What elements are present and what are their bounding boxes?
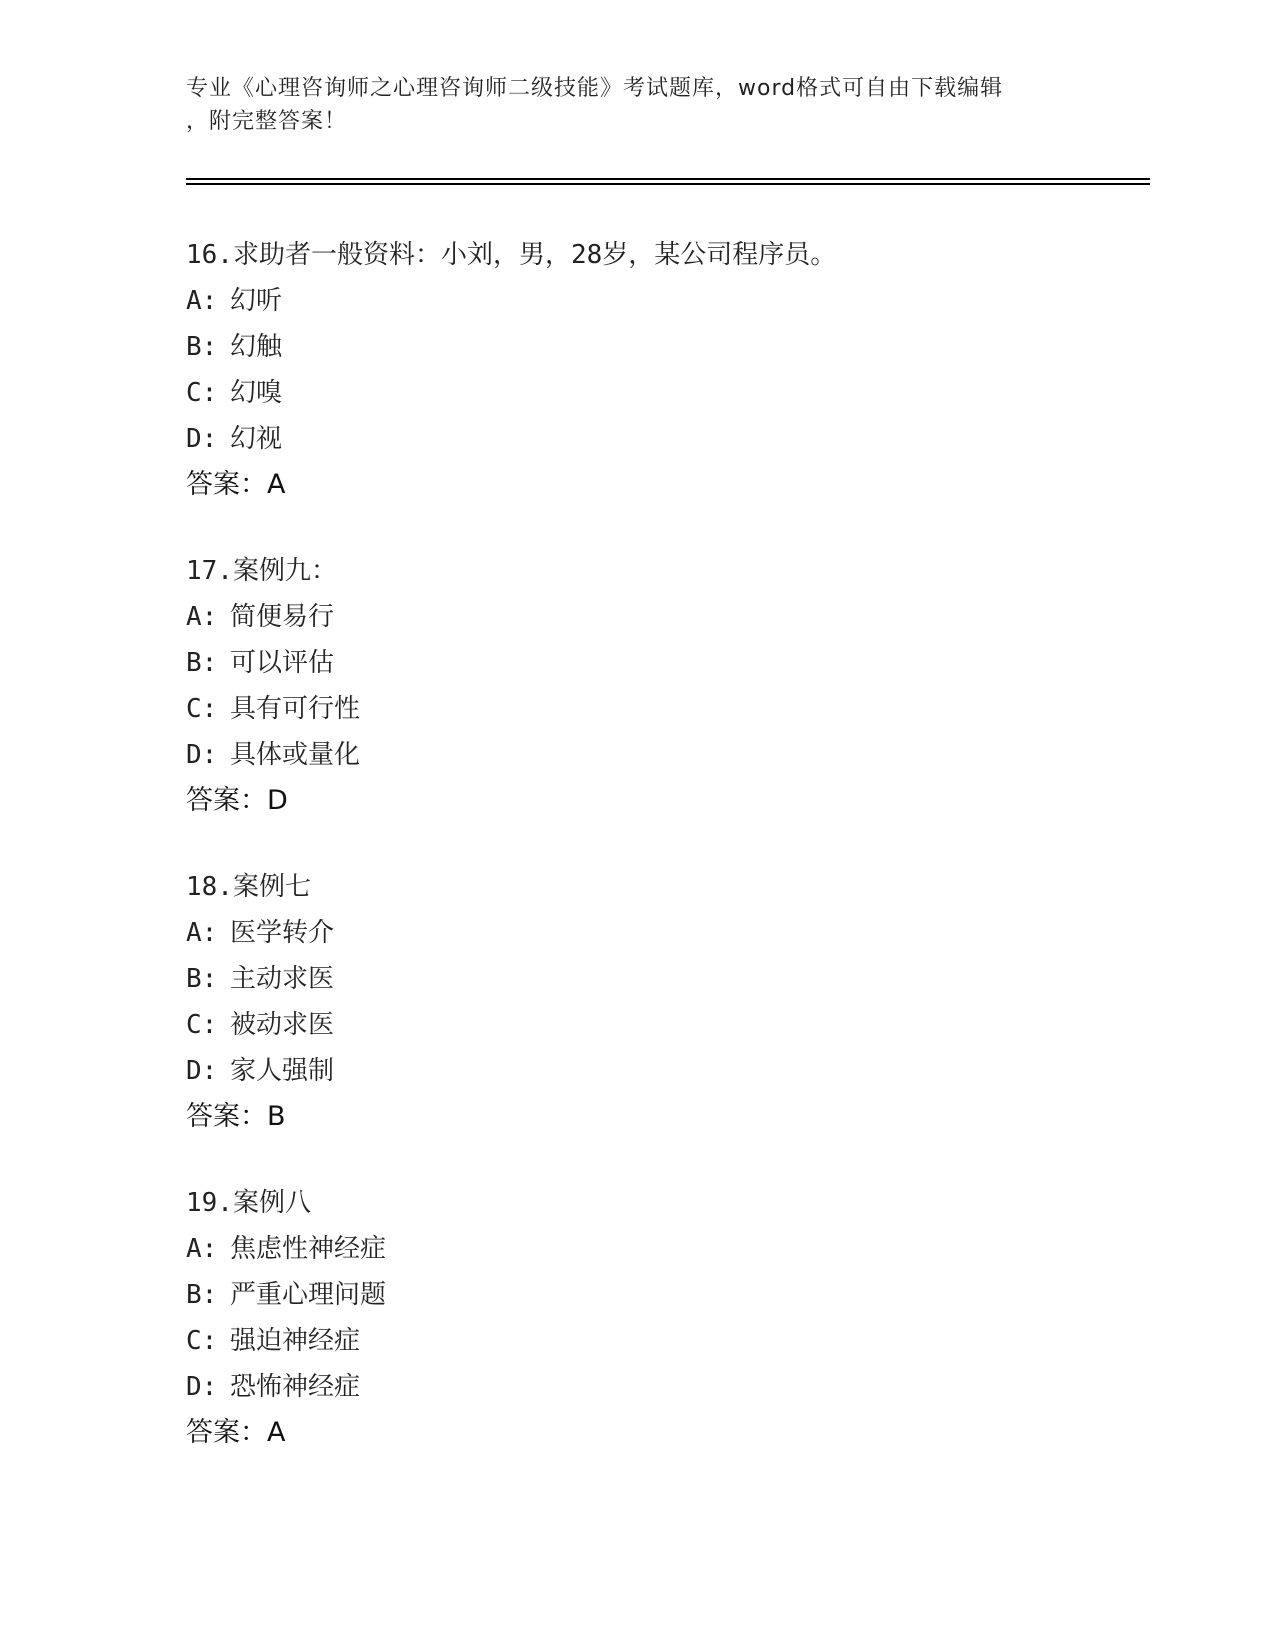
option-letter: C: [186, 378, 218, 408]
option-text: 严重心理问题 [230, 1280, 387, 1310]
question-16 [186, 232, 1146, 508]
question-18 [186, 864, 1146, 1140]
option-text: 具有可行性 [230, 694, 361, 724]
option-d [186, 1364, 1146, 1410]
header-line-1: 专业《心理咨询师之心理咨询师二级技能》考试题库，word格式可自由下载编辑 [186, 76, 1004, 101]
option-c [186, 370, 1146, 416]
option-letter: D: [186, 424, 218, 454]
option-d [186, 1048, 1146, 1094]
question-19 [186, 1180, 1146, 1456]
option-text: 焦虑性神经症 [230, 1234, 387, 1264]
option-a [186, 594, 1146, 640]
option-text: 幻嗅 [230, 378, 283, 408]
option-letter: B: [186, 964, 218, 994]
option-text: 幻视 [230, 424, 283, 454]
question-17 [186, 548, 1146, 824]
option-letter: C: [186, 1010, 218, 1040]
option-letter: B: [186, 332, 218, 362]
answer-line: 答案：A [186, 1417, 286, 1448]
option-letter: A: [186, 602, 218, 632]
question-title: 18.案例七 [186, 872, 311, 902]
header-line-2: ，附完整答案！ [186, 109, 348, 134]
option-text: 简便易行 [230, 602, 335, 632]
option-c [186, 1002, 1146, 1048]
option-text: 主动求医 [230, 964, 335, 994]
answer-line: 答案：B [186, 1101, 286, 1132]
option-b [186, 956, 1146, 1002]
option-letter: C: [186, 1326, 218, 1356]
option-c [186, 686, 1146, 732]
option-text: 幻听 [230, 286, 283, 316]
question-title: 16.求助者一般资料：小刘，男，28岁，某公司程序员。 [186, 240, 837, 270]
option-letter: D: [186, 740, 218, 770]
option-a [186, 910, 1146, 956]
option-letter: C: [186, 694, 218, 724]
option-c [186, 1318, 1146, 1364]
option-text: 幻触 [230, 332, 283, 362]
option-d [186, 416, 1146, 462]
option-letter: B: [186, 648, 218, 678]
option-text: 家人强制 [230, 1056, 335, 1086]
option-a [186, 278, 1146, 324]
option-letter: A: [186, 918, 218, 948]
question-title: 17.案例九： [186, 556, 337, 586]
answer-line: 答案：D [186, 785, 288, 816]
option-text: 可以评估 [230, 648, 335, 678]
option-b [186, 1272, 1146, 1318]
option-text: 强迫神经症 [230, 1326, 361, 1356]
option-letter: A: [186, 1234, 218, 1264]
header-rule-top [186, 178, 1150, 180]
option-letter: B: [186, 1280, 218, 1310]
option-b [186, 324, 1146, 370]
option-text: 恐怖神经症 [230, 1372, 361, 1402]
option-a [186, 1226, 1146, 1272]
option-d [186, 732, 1146, 778]
option-text: 具体或量化 [230, 740, 361, 770]
option-b [186, 640, 1146, 686]
question-title: 19.案例八 [186, 1188, 311, 1218]
option-letter: A: [186, 286, 218, 316]
option-text: 医学转介 [230, 918, 335, 948]
option-letter: D: [186, 1372, 218, 1402]
document-header [186, 72, 1086, 138]
answer-line: 答案：A [186, 469, 286, 500]
header-rule-bottom [186, 183, 1150, 185]
option-letter: D: [186, 1056, 218, 1086]
option-text: 被动求医 [230, 1010, 335, 1040]
